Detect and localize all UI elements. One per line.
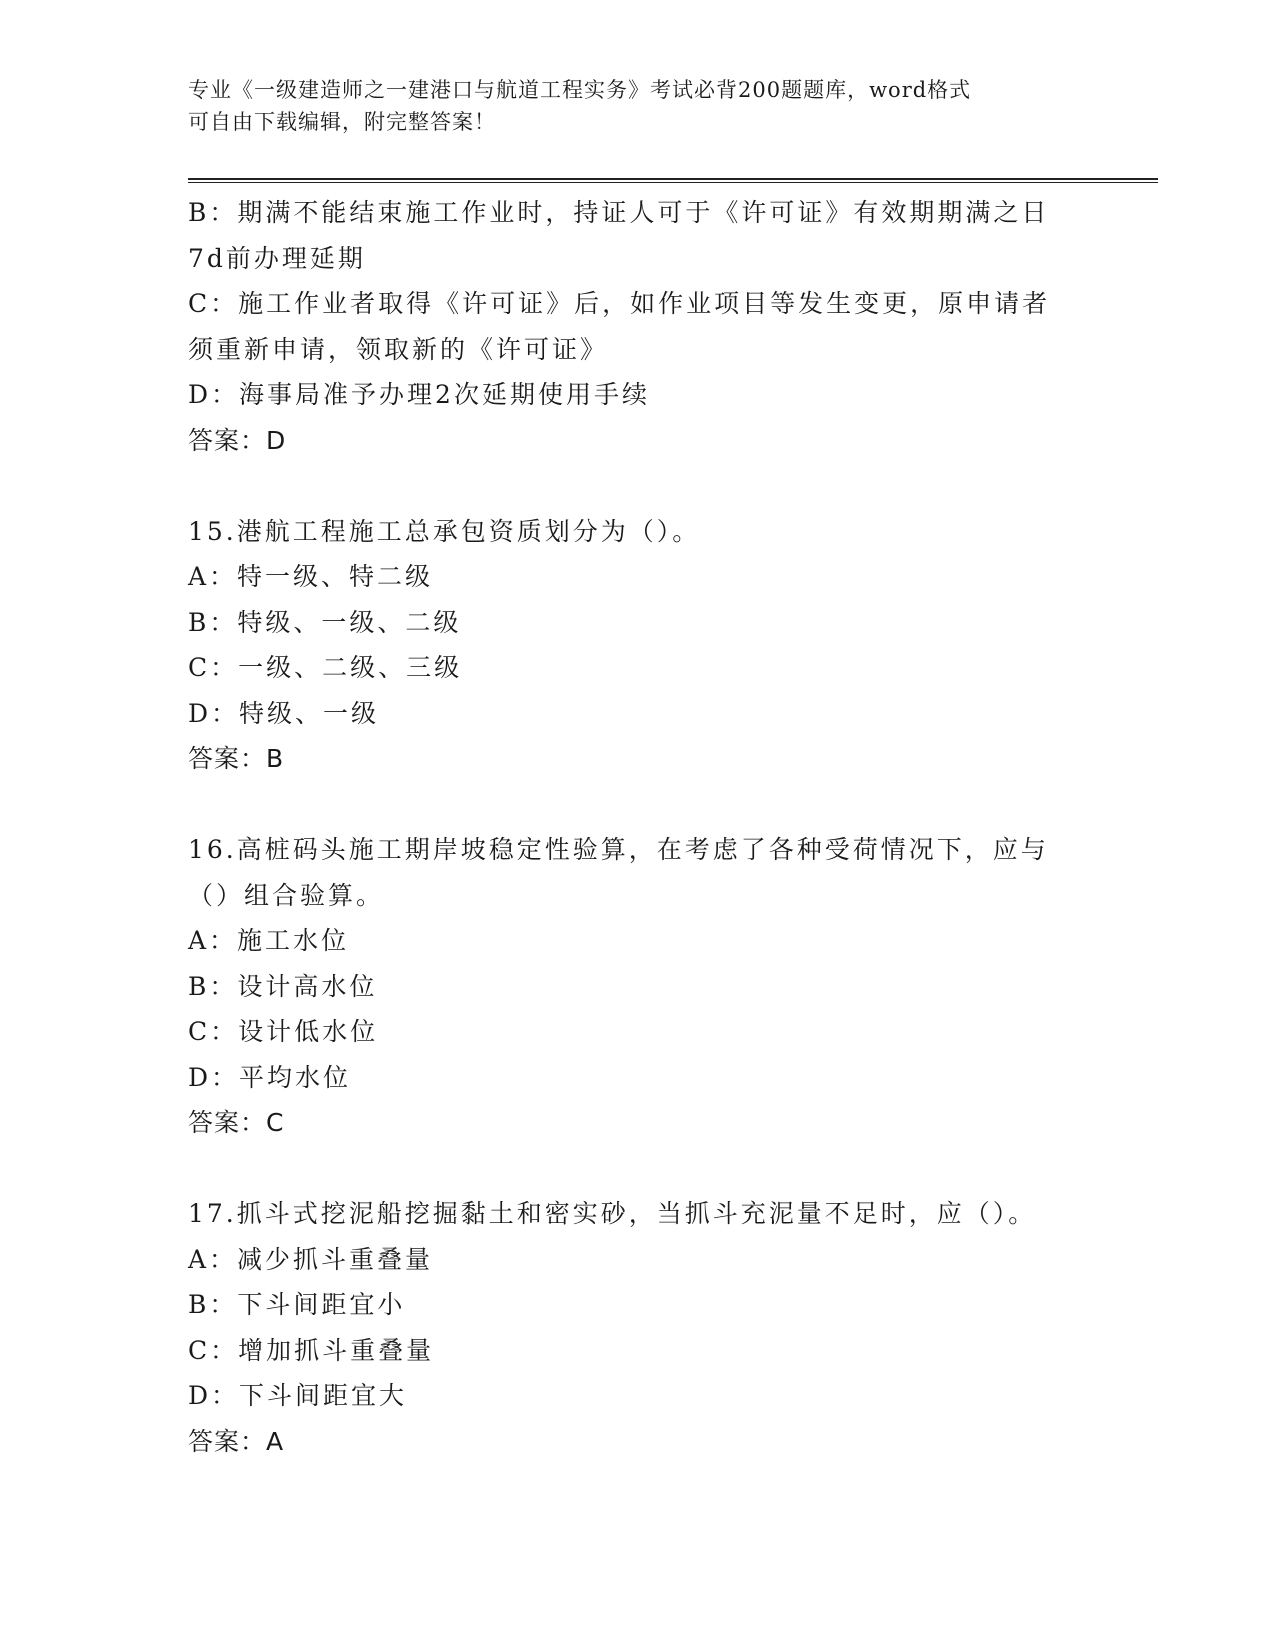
question-stem: 17.抓斗式挖泥船挖掘黏土和密实砂，当抓斗充泥量不足时，应（）。 [188, 1199, 1037, 1228]
option-c-line-2: 须重新申请，领取新的《许可证》 [188, 334, 609, 364]
option-d: D：特级、一级 [188, 698, 380, 728]
question-content [188, 190, 1088, 1464]
question-stem-line-2: （）组合验算。 [188, 880, 385, 910]
answer-line: 答案：C [188, 1108, 285, 1137]
answer-line: 答案：B [188, 744, 285, 773]
option-c: C：增加抓斗重叠量 [188, 1335, 435, 1365]
spacer [188, 1146, 1088, 1192]
option-d: D：平均水位 [188, 1062, 352, 1092]
option-a: A：施工水位 [188, 926, 350, 955]
header-divider [188, 178, 1158, 183]
option-b-line-2: 7d前办理延期 [188, 243, 366, 273]
option-c-line-1: C：施工作业者取得《许可证》后，如作业项目等发生变更，原申请者 [188, 289, 1051, 318]
question-15 [188, 509, 1088, 782]
spacer [188, 463, 1088, 509]
option-c: C：设计低水位 [188, 1017, 379, 1046]
question-stem: 15.港航工程施工总承包资质划分为（）。 [188, 516, 701, 546]
page-header [188, 74, 1088, 138]
option-b: B：设计高水位 [188, 971, 378, 1001]
question-stem-line-1: 16.高桩码头施工期岸坡稳定性验算，在考虑了各种受荷情况下，应与 [188, 835, 1049, 864]
option-d: D：下斗间距宜大 [188, 1381, 408, 1410]
option-a: A：特一级、特二级 [188, 562, 434, 591]
option-c: C：一级、二级、三级 [188, 653, 463, 682]
option-b-line-1: B：期满不能结束施工作业时，持证人可于《许可证》有效期期满之日 [188, 198, 1050, 227]
option-a: A：减少抓斗重叠量 [188, 1244, 434, 1274]
answer-line: 答案：A [188, 1426, 285, 1456]
answer-line: 答案：D [188, 425, 287, 455]
question-17 [188, 1191, 1088, 1464]
option-d: D：海事局准予办理2次延期使用手续 [188, 380, 650, 409]
option-b: B：下斗间距宜小 [188, 1290, 406, 1319]
header-line-1: 专业《一级建造师之一建港口与航道工程实务》考试必背200题题库，word格式 [188, 78, 972, 102]
header-line-2: 可自由下载编辑，附完整答案！ [188, 110, 496, 134]
spacer [188, 782, 1088, 828]
question-14-continued [188, 190, 1088, 463]
option-b: B：特级、一级、二级 [188, 607, 462, 637]
question-16 [188, 827, 1088, 1146]
